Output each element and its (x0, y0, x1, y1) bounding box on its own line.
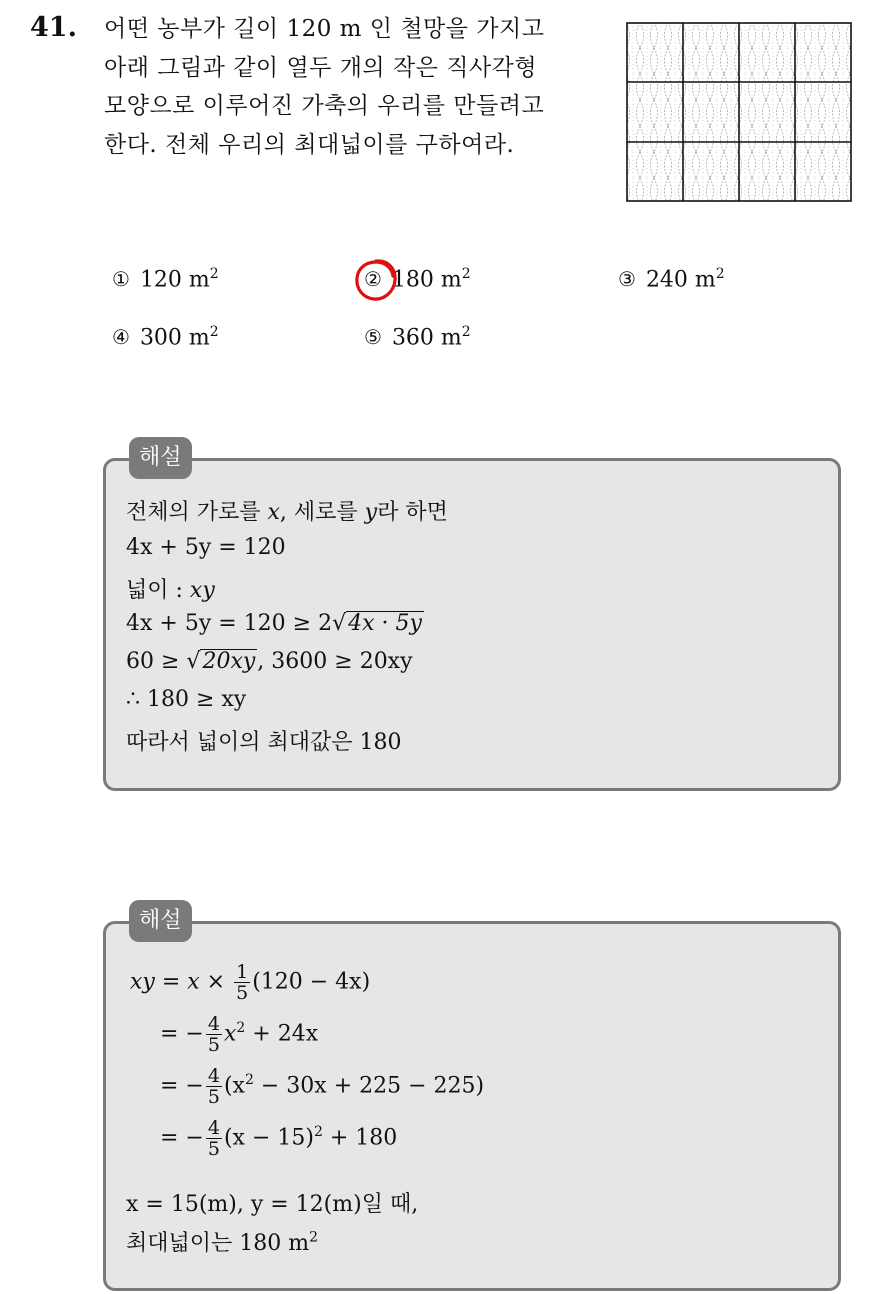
fraction (206, 1014, 222, 1055)
denominator: 5 (207, 1034, 220, 1056)
text: + 24x (245, 1021, 319, 1047)
text: (120 − 4x) (252, 969, 371, 995)
text: , 세로를 (279, 500, 365, 525)
radicand: 4x · 5y (348, 611, 422, 636)
solution2-row2 (160, 1014, 318, 1055)
text: , 3600 ≥ 20xy (257, 649, 413, 674)
choice-text: 180 m (391, 267, 462, 293)
exponent: 2 (313, 1124, 323, 1141)
solution2-row3 (160, 1066, 484, 1107)
solution1-line3 (126, 573, 215, 604)
text: = − (160, 1125, 204, 1151)
solution1-line7: 따라서 넓이의 최대값은 180 (126, 730, 402, 755)
text: 넓이 : (126, 578, 190, 603)
solution-tag-2: 해설 (129, 900, 192, 942)
solution1-line4: 4x + 5y = 120 ≥ 2√4x · 5y (126, 611, 422, 636)
pen-grid-figure (626, 22, 852, 202)
question-line: 한다. 전체 우리의 최대넓이를 구하여라. (104, 131, 515, 158)
choice-text: 240 m (645, 267, 716, 293)
choice-mark: ④ (112, 325, 130, 350)
text: (x (223, 1073, 245, 1099)
numerator: 4 (207, 1117, 220, 1139)
solution-tag-1: 해설 (129, 437, 192, 479)
choice-sup: 2 (209, 324, 219, 340)
solution2-row1 (130, 962, 370, 1003)
choice-1[interactable] (112, 266, 219, 292)
choice-sup: 2 (461, 324, 471, 340)
choice-sup: 2 (715, 266, 725, 282)
fraction (234, 962, 250, 1003)
choice-mark: ③ (618, 267, 636, 292)
choice-text: 300 m (139, 325, 210, 351)
choice-text: 120 m (139, 267, 210, 293)
text: 최대넓이는 180 m (126, 1231, 310, 1256)
choice-sup: 2 (461, 266, 471, 282)
denominator: 5 (236, 982, 249, 1004)
text: 4x + 5y = 120 ≥ 2 (126, 611, 333, 636)
radicand: 20xy (202, 649, 256, 674)
solution1-line5: 60 ≥ √20xy, 3600 ≥ 20xy (126, 649, 413, 674)
exponent: 2 (309, 1229, 319, 1246)
question-line: 어떤 농부가 길이 120 m 인 철망을 가지고 (104, 16, 545, 42)
question-number: 41. (30, 12, 77, 43)
choice-sup: 2 (209, 266, 219, 282)
question-line: 모양으로 이루어진 가축의 우리를 만들려고 (104, 93, 545, 119)
text: xy = x × (130, 969, 226, 995)
choice-mark: ① (112, 267, 130, 292)
solution1-line6: ∴ 180 ≥ xy (126, 687, 247, 712)
numerator: 4 (207, 1013, 220, 1035)
fraction (206, 1118, 222, 1159)
numerator: 1 (236, 961, 249, 983)
answer-circle-mark (352, 256, 400, 304)
var-x: x (267, 500, 280, 525)
text: + 180 (322, 1125, 398, 1151)
text: (x − 15) (223, 1125, 314, 1151)
solution1-line2: 4x + 5y = 120 (126, 535, 286, 560)
exponent: 2 (244, 1072, 254, 1089)
numerator: 4 (207, 1065, 220, 1087)
text: = − (160, 1021, 204, 1047)
solution1-line1 (126, 495, 448, 526)
solution2-row6 (126, 1226, 318, 1257)
text: x (223, 1021, 237, 1047)
choice-5[interactable] (364, 324, 471, 350)
text: = − (160, 1073, 204, 1099)
question-line: 아래 그림과 같이 열두 개의 작은 직사각형 (104, 54, 538, 81)
choice-3[interactable] (618, 266, 725, 292)
text: − 30x + 225 − 225) (253, 1073, 485, 1099)
choice-text: 360 m (391, 325, 462, 351)
text: 전체의 가로를 (126, 500, 268, 525)
text: 60 ≥ (126, 649, 187, 674)
choice-mark: ② (364, 267, 382, 292)
choice-4[interactable] (112, 324, 219, 350)
denominator: 5 (207, 1086, 220, 1108)
expr: xy (189, 578, 215, 603)
choice-mark: ⑤ (364, 325, 382, 350)
question-text (104, 10, 604, 164)
exponent: 2 (236, 1020, 246, 1037)
fraction (206, 1066, 222, 1107)
text: 라 하면 (377, 500, 448, 525)
var-y: y (364, 500, 378, 525)
solution2-row4 (160, 1118, 397, 1159)
denominator: 5 (207, 1138, 220, 1160)
solution2-row5: x = 15(m), y = 12(m)일 때, (126, 1192, 419, 1217)
